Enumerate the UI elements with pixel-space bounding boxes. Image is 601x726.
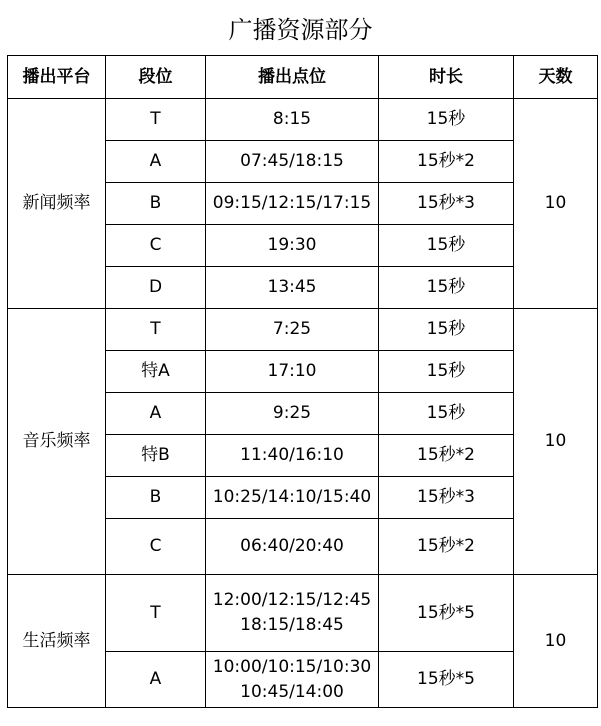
header-airtime: 播出点位 xyxy=(206,56,379,99)
duration-cell: 15秒*2 xyxy=(379,141,514,183)
days-cell: 10 xyxy=(514,309,598,575)
airtime-cell: 11:40/16:10 xyxy=(206,435,379,477)
airtime-cell: 19:30 xyxy=(206,225,379,267)
duration-cell: 15秒 xyxy=(379,393,514,435)
slot-cell: D xyxy=(106,267,206,309)
duration-cell: 15秒*5 xyxy=(379,575,514,652)
slot-cell: T xyxy=(106,575,206,652)
slot-cell: 特A xyxy=(106,351,206,393)
table-row xyxy=(8,309,598,351)
airtime-line: 18:15/18:45 xyxy=(240,615,344,635)
slot-cell: T xyxy=(106,309,206,351)
header-days: 天数 xyxy=(514,56,598,99)
slot-cell: C xyxy=(106,519,206,575)
airtime-line: 10:00/10:15/10:30 xyxy=(212,656,372,677)
airtime-cell: 9:25 xyxy=(206,393,379,435)
duration-cell: 15秒*3 xyxy=(379,183,514,225)
slot-cell: A xyxy=(106,141,206,183)
airtime-cell: 09:15/12:15/17:15 xyxy=(206,183,379,225)
slot-cell: B xyxy=(106,477,206,519)
table-row xyxy=(8,99,598,141)
airtime-cell: 10:25/14:10/15:40 xyxy=(206,477,379,519)
airtime-cell: 8:15 xyxy=(206,99,379,141)
airtime-cell: 17:10 xyxy=(206,351,379,393)
slot-cell: A xyxy=(106,393,206,435)
days-cell: 10 xyxy=(514,575,598,708)
header-duration: 时长 xyxy=(379,56,514,99)
slot-cell: B xyxy=(106,183,206,225)
airtime-line: 12:00/12:15/12:45 xyxy=(212,590,372,610)
airtime-cell: 06:40/20:40 xyxy=(206,519,379,575)
airtime-cell xyxy=(206,575,379,652)
platform-cell: 新闻频率 xyxy=(8,99,106,309)
slot-cell: 特B xyxy=(106,435,206,477)
airtime-cell: 07:45/18:15 xyxy=(206,141,379,183)
page-title: 广播资源部分 xyxy=(228,16,373,44)
slot-cell: C xyxy=(106,225,206,267)
duration-cell: 15秒 xyxy=(379,99,514,141)
platform-cell: 音乐频率 xyxy=(8,309,106,575)
broadcast-resource-table xyxy=(7,55,598,708)
header-slot: 段位 xyxy=(106,56,206,99)
duration-cell: 15秒*2 xyxy=(379,435,514,477)
duration-cell: 15秒*3 xyxy=(379,477,514,519)
duration-cell: 15秒 xyxy=(379,309,514,351)
table-row xyxy=(8,575,598,652)
days-cell: 10 xyxy=(514,99,598,309)
header-row xyxy=(8,56,598,99)
duration-cell: 15秒 xyxy=(379,225,514,267)
airtime-cell xyxy=(206,652,379,708)
airtime-line: 10:45/14:00 xyxy=(240,681,344,702)
airtime-cell: 13:45 xyxy=(206,267,379,309)
airtime-cell: 7:25 xyxy=(206,309,379,351)
slot-cell: A xyxy=(106,652,206,708)
platform-cell: 生活频率 xyxy=(8,575,106,708)
duration-cell: 15秒 xyxy=(379,267,514,309)
header-platform: 播出平台 xyxy=(8,56,106,99)
duration-cell: 15秒 xyxy=(379,351,514,393)
duration-cell: 15秒*2 xyxy=(379,519,514,575)
duration-cell: 15秒*5 xyxy=(379,652,514,708)
slot-cell: T xyxy=(106,99,206,141)
